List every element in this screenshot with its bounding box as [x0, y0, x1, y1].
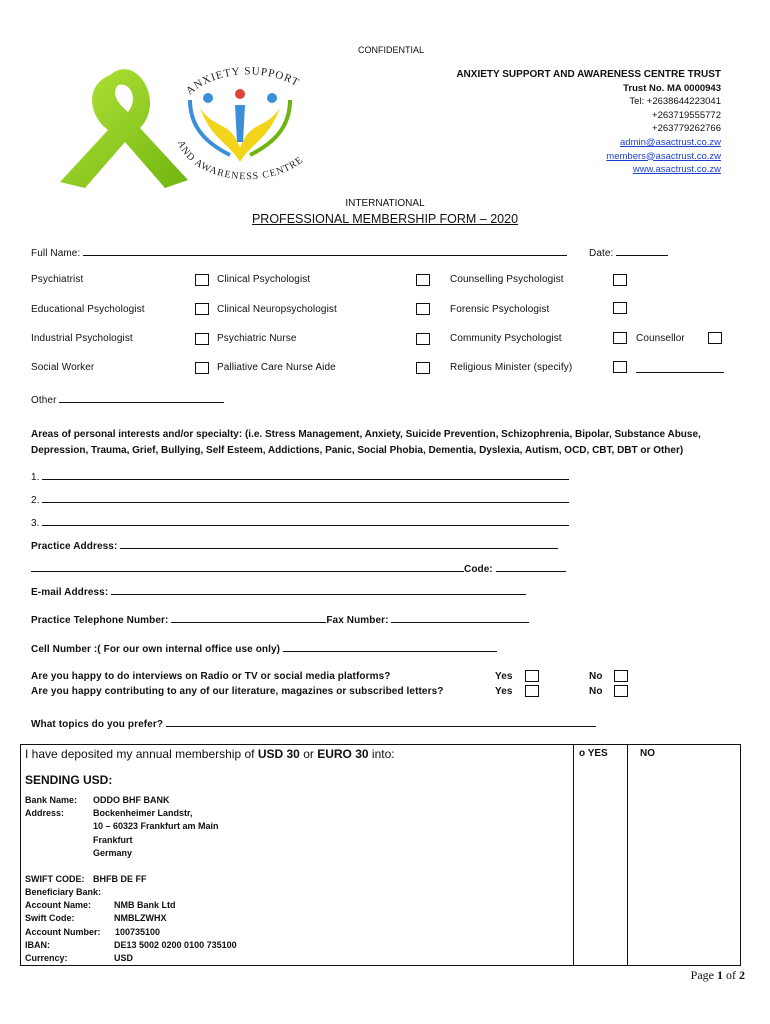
profession-industrial-psychologist-label: Industrial Psychologist — [31, 333, 133, 344]
email-field[interactable] — [111, 584, 526, 595]
clinical-neuropsychologist-checkbox[interactable] — [416, 303, 430, 315]
community-psychologist-checkbox[interactable] — [613, 332, 627, 344]
interests-instructions: Areas of personal interests and/or specialty: (i.e. Stress Management, Anxiety, Suicide Prevention, Schizophrenia, Bipolar, Substance Abuse, Depression, Trauma, Grief, Bullying, Self Esteem, Addictions, Panic, Social Phobia, Dementia, Dyslexia, Autism, OCD, CBT, DBT or Other) — [31, 429, 701, 456]
bank-labels: Bank Name: Address: SWIFT CODE: — [25, 795, 85, 885]
profession-palliative-care-label: Palliative Care Nurse Aide — [217, 362, 336, 373]
psychiatrist-checkbox[interactable] — [195, 274, 209, 286]
confidential-label: CONFIDENTIAL — [358, 45, 425, 55]
deposit-yes-option[interactable]: o YES — [579, 748, 608, 759]
email-label: E-mail Address: — [31, 587, 109, 598]
topics-label: What topics do you prefer? — [31, 719, 164, 730]
contributing-yes-checkbox[interactable] — [525, 685, 539, 697]
beneficiary-values: NMB Bank Ltd NMBLZWHX DE13 5002 0200 0100 735100 USD — [114, 900, 237, 964]
interest-field-1[interactable] — [42, 469, 569, 480]
fax-field[interactable] — [391, 612, 529, 623]
deposit-statement: I have deposited my annual membership of USD 30 or EURO 30 into: — [25, 747, 395, 761]
psychiatric-nurse-checkbox[interactable] — [416, 333, 430, 345]
counsellor-checkbox[interactable] — [708, 332, 722, 344]
date-field[interactable] — [616, 245, 668, 256]
profession-religious-minister-label: Religious Minister (specify) — [450, 362, 573, 373]
industrial-psychologist-checkbox[interactable] — [195, 333, 209, 345]
bank-values: ODDO BHF BANK Bockenheimer Landstr, 10 – 60323 Frankfurt am Main Frankfurt Germany BHFB DE FF — [93, 795, 219, 885]
code-field[interactable] — [496, 561, 566, 572]
profession-forensic-psychologist-label: Forensic Psychologist — [450, 304, 550, 315]
social-worker-checkbox[interactable] — [195, 362, 209, 374]
people-icon — [190, 89, 290, 162]
interviews-yes-checkbox[interactable] — [525, 670, 539, 682]
interest-field-2[interactable] — [42, 492, 569, 503]
email-admin-link[interactable]: admin@asactrust.co.zw — [620, 136, 721, 148]
full-name-field[interactable] — [83, 245, 567, 256]
other-field[interactable] — [59, 392, 224, 403]
profession-clinical-psychologist-label: Clinical Psychologist — [217, 274, 311, 285]
practice-address-label: Practice Address: — [31, 541, 118, 552]
deposit-table — [20, 744, 741, 966]
account-number-value: 100735100 — [115, 926, 161, 937]
interest-field-3[interactable] — [42, 515, 569, 526]
cell-number-label: Cell Number :( For our own internal office use only) — [31, 644, 281, 655]
forensic-psychologist-checkbox[interactable] — [613, 302, 627, 314]
religious-minister-specify-field[interactable] — [636, 362, 724, 373]
practice-address-field[interactable] — [120, 538, 558, 549]
profession-clinical-neuropsychologist-label: Clinical Neuropsychologist — [217, 304, 337, 315]
telephone: Tel: +2638644223041 — [629, 96, 721, 108]
contributing-yes-label: Yes — [495, 686, 513, 697]
trust-number: Trust No. MA 0000943 — [623, 82, 721, 94]
profession-counsellor-label: Counsellor — [636, 333, 685, 344]
counselling-psychologist-checkbox[interactable] — [613, 274, 627, 286]
religious-minister-checkbox[interactable] — [613, 361, 627, 373]
interest-number-3: 3. — [31, 518, 40, 529]
org-name: ANXIETY SUPPORT AND AWARENESS CENTRE TRUST — [456, 69, 721, 80]
educational-psychologist-checkbox[interactable] — [195, 303, 209, 315]
international-label: INTERNATIONAL — [345, 198, 425, 209]
question-interviews: Are you happy to do interviews on Radio or TV or social media platforms? — [31, 671, 391, 682]
profession-educational-psychologist-label: Educational Psychologist — [31, 304, 145, 315]
sending-usd-heading: SENDING USD: — [25, 773, 113, 787]
question-contributing: Are you happy contributing to any of our literature, magazines or subscribed letters? — [31, 686, 444, 697]
profession-community-psychologist-label: Community Psychologist — [450, 333, 562, 344]
interviews-yes-label: Yes — [495, 671, 513, 682]
organization-info — [456, 68, 721, 177]
beneficiary-labels: Beneficiary Bank: Account Name: Swift Code: Account Number: IBAN: Currency: — [25, 887, 102, 964]
phone-3: +263779262766 — [652, 123, 721, 135]
email-members-link[interactable]: members@asactrust.co.zw — [606, 150, 721, 162]
interviews-no-label: No — [589, 671, 603, 682]
interest-number-2: 2. — [31, 495, 40, 506]
fax-label: Fax Number: — [326, 615, 389, 626]
profession-psychiatric-nurse-label: Psychiatric Nurse — [217, 333, 297, 344]
website-link[interactable]: www.asactrust.co.zw — [632, 164, 721, 176]
code-label: Code: — [464, 564, 493, 575]
phone-2: +263719555772 — [652, 109, 721, 121]
profession-psychiatrist-label: Psychiatrist — [31, 274, 84, 285]
logo-text-top: ANXIETY SUPPORT — [183, 65, 302, 98]
full-name-label: Full Name: — [31, 248, 81, 259]
cell-number-field[interactable] — [283, 641, 497, 652]
deposit-no-option[interactable]: NO — [640, 748, 655, 759]
profession-counselling-psychologist-label: Counselling Psychologist — [450, 274, 564, 285]
profession-social-worker-label: Social Worker — [31, 362, 95, 373]
organization-logo — [40, 50, 310, 190]
date-label: Date: — [589, 248, 614, 259]
contributing-no-checkbox[interactable] — [614, 685, 628, 697]
palliative-care-checkbox[interactable] — [416, 362, 430, 374]
practice-telephone-field[interactable] — [171, 612, 326, 623]
topics-field[interactable] — [166, 716, 596, 727]
practice-address-line-2-field[interactable] — [31, 561, 464, 572]
ribbon-icon — [60, 69, 188, 188]
page-number: Page 1 of 2 — [690, 968, 745, 982]
other-label: Other — [31, 395, 57, 406]
clinical-psychologist-checkbox[interactable] — [416, 274, 430, 286]
contributing-no-label: No — [589, 686, 603, 697]
practice-telephone-label: Practice Telephone Number: — [31, 615, 169, 626]
interviews-no-checkbox[interactable] — [614, 670, 628, 682]
logo-text-bottom: AND AWARENESS CENTRE — [174, 138, 306, 183]
form-title: PROFESSIONAL MEMBERSHIP FORM – 2020 — [251, 212, 519, 226]
interest-number-1: 1. — [31, 472, 40, 483]
